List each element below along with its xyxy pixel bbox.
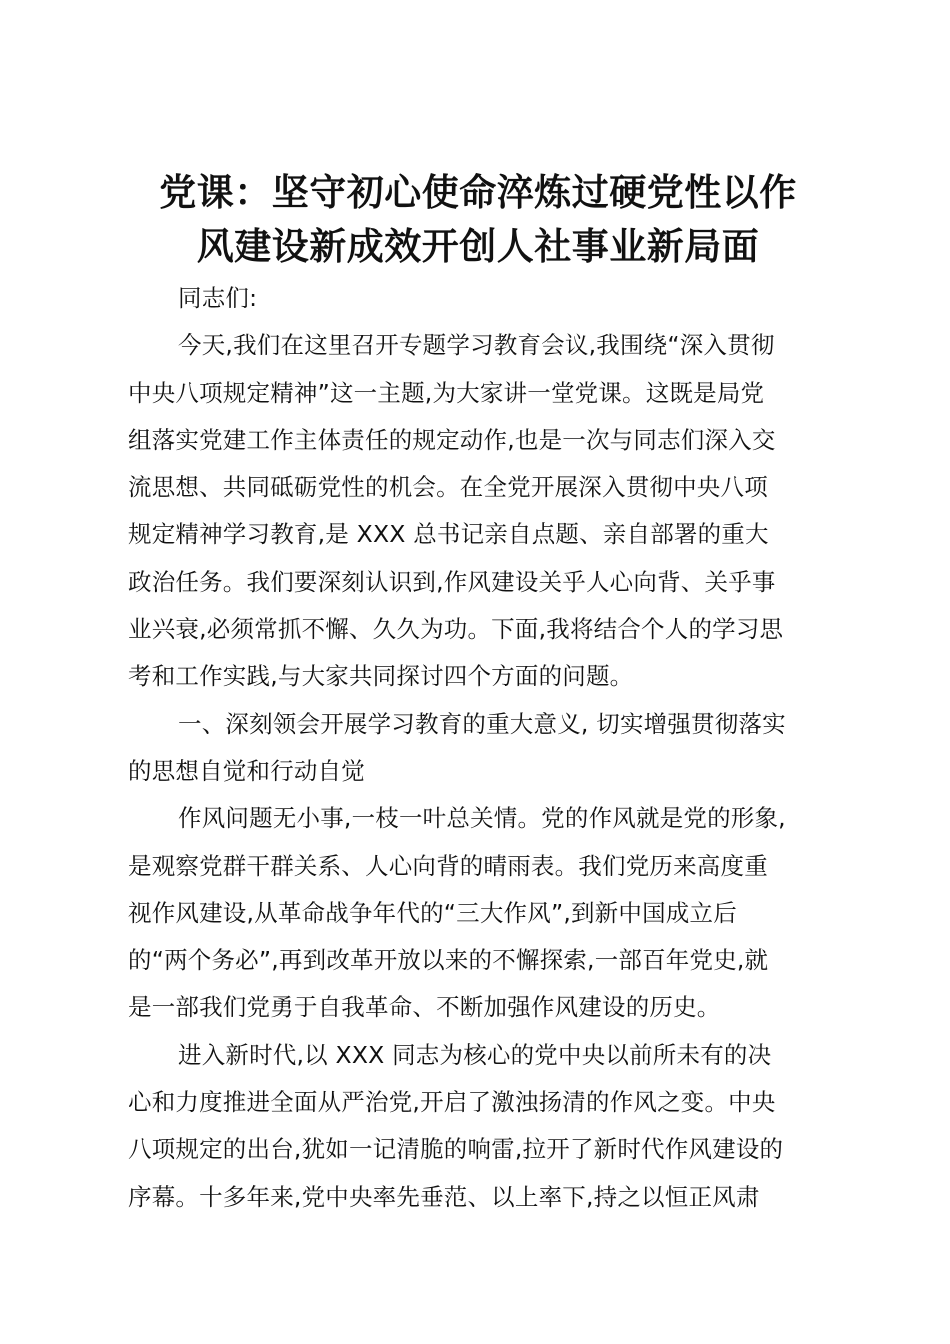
document-body <box>128 275 834 1221</box>
text-line: 是一部我们党勇于自我革命、不断加强作风建设的历史。 <box>128 993 721 1022</box>
text-line: 今天,我们在这里召开专题学习教育会议,我围绕“深入贯彻 <box>178 331 775 360</box>
text-line: 心和力度推进全面从严治党,开启了激浊扬清的作风之变。中央 <box>128 1088 776 1117</box>
section-heading-line: 的思想自觉和行动自觉 <box>128 756 365 785</box>
text-line: 组落实党建工作主体责任的规定动作,也是一次与同志们深入交 <box>128 425 776 454</box>
title-line-1: 党课：坚守初心使命淬炼过硬党性以作 <box>159 171 797 214</box>
text-line: 作风问题无小事,一枝一叶总关情。党的作风就是党的形象, <box>178 804 786 833</box>
text-line: 政治任务。我们要深刻认识到,作风建设关乎人心向背、关乎事 <box>128 567 776 596</box>
title-line-2: 风建设新成效开创人社事业新局面 <box>196 225 760 268</box>
salutation: 同志们: <box>178 284 258 312</box>
text-line: 八项规定的出台,犹如一记清脆的响雷,拉开了新时代作风建设的 <box>128 1135 784 1164</box>
text-line: 进入新时代,以 XXX 同志为核心的党中央以前所未有的决 <box>178 1040 772 1069</box>
text-line: 的“两个务必”,再到改革开放以来的不懈探索,一部百年党史,就 <box>128 946 769 975</box>
section-heading-line: 一、深刻领会开展学习教育的重大意义, 切实增强贯彻落实 <box>178 709 786 738</box>
text-line: 中央八项规定精神”这一主题,为大家讲一堂党课。这既是局党 <box>128 378 765 407</box>
text-line: 考和工作实践,与大家共同探讨四个方面的问题。 <box>128 662 634 691</box>
text-line: 规定精神学习教育,是 XXX 总书记亲自点题、亲自部署的重大 <box>128 520 769 549</box>
text-line: 是观察党群干群关系、人心向背的晴雨表。我们党历来高度重 <box>128 851 768 880</box>
text-line: 流思想、共同砥砺党性的机会。在全党开展深入贯彻中央八项 <box>128 473 768 502</box>
document-title <box>118 166 838 274</box>
text-line: 视作风建设,从革命战争年代的“三大作风”,到新中国成立后 <box>128 898 737 927</box>
text-line: 序幕。十多年来,党中央率先垂范、以上率下,持之以恒正风肃 <box>128 1182 760 1211</box>
text-line: 业兴衰,必须常抓不懈、久久为功。下面,我将结合个人的学习思 <box>128 615 784 644</box>
